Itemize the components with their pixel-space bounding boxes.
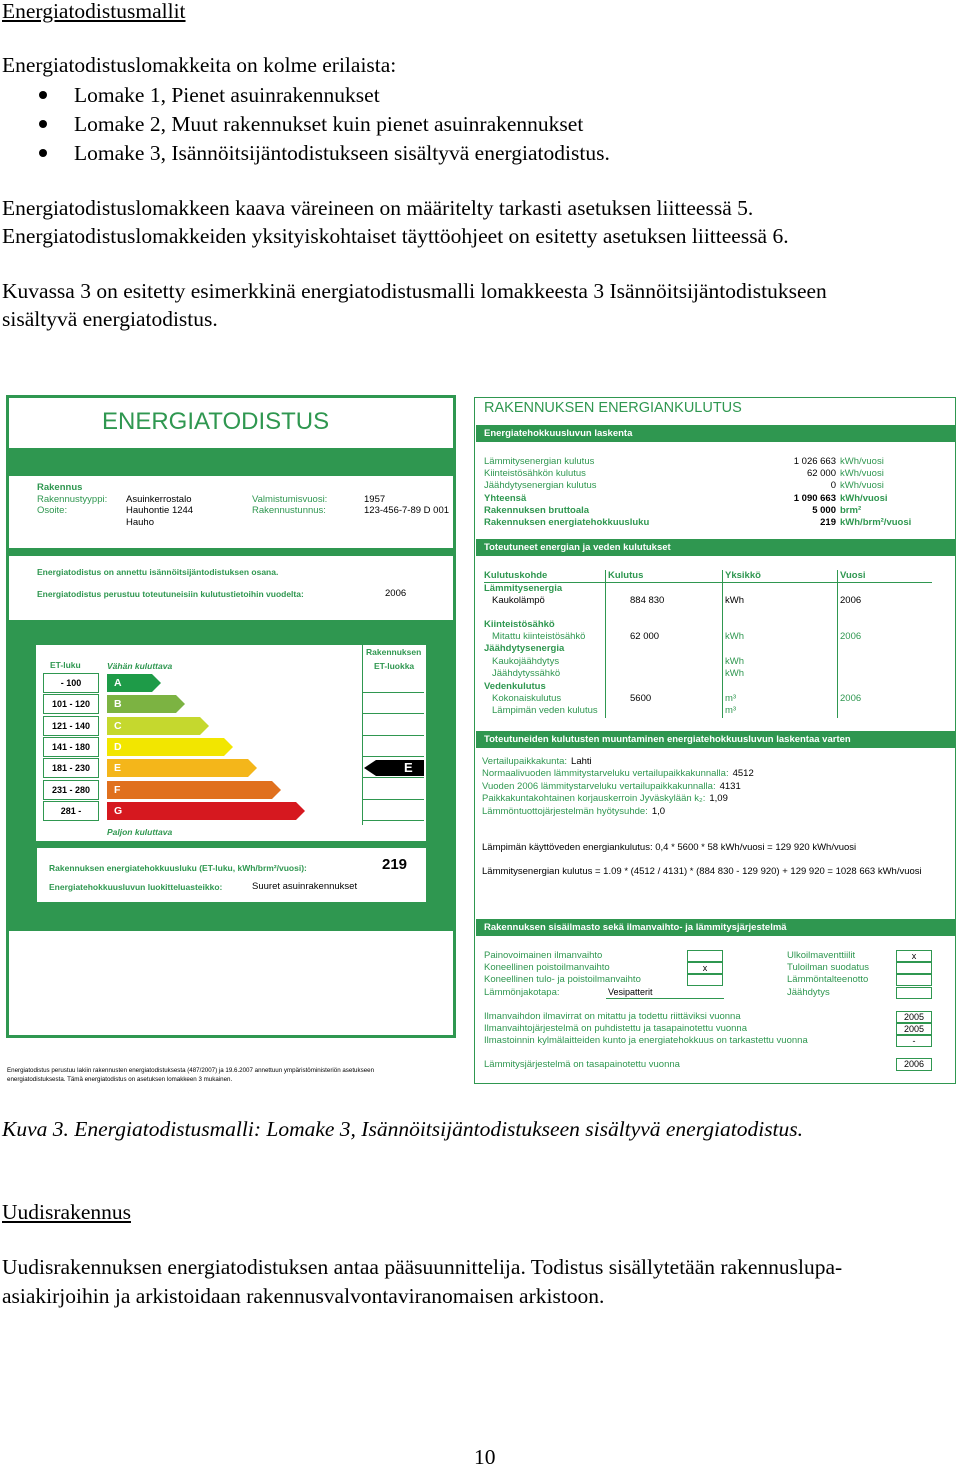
calc-row-unit: kWh/vuosi: [840, 492, 888, 504]
calc-row-label: Jäähdytysenergian kulutus: [484, 480, 597, 492]
class-letter: D: [114, 740, 122, 753]
consumption-label: Mitattu kiinteistösähkö: [492, 631, 586, 642]
normalization-line: [482, 768, 754, 780]
class-arrow: [107, 717, 211, 735]
year-value: 1957: [364, 494, 386, 505]
certificate-basis: Energiatodistus perustuu toteutuneisiin kulutustietoihin vuodelta:: [37, 589, 304, 599]
calc-row-value: 5 000: [812, 504, 836, 516]
building-class-arrow: [364, 759, 424, 777]
page-number: 10: [474, 1445, 496, 1469]
class-row-rule: [362, 799, 424, 800]
scale-footer-high: Paljon kuluttava: [107, 827, 173, 837]
consumption-value: 62 000: [630, 631, 660, 642]
address-label: Osoite:: [37, 505, 68, 516]
normalization-line: [482, 793, 728, 805]
class-range-cell: 101 - 120: [43, 694, 99, 714]
bullet-dot: [39, 91, 47, 99]
class-range-cell: 231 - 280: [43, 780, 99, 800]
calc-row-unit: brm²: [840, 504, 862, 516]
formula-heating: Lämmitysenergian kulutus = 1.09 * (4512 / 4131) * (884 830 - 129 920) + 129 920 = 1028 663 kWh/vuosi: [482, 866, 922, 877]
ventilation-mark: Vesipatterit: [608, 986, 653, 997]
building-id-label: Rakennustunnus:: [252, 505, 326, 516]
comparison-label: Energiatehokkuusluvun luokitteluasteikko:: [49, 882, 223, 892]
normalization-label: Vertailupaikkakunta:: [482, 756, 568, 767]
consumption-label: Kokonaiskulutus: [492, 693, 562, 704]
address-line: Hauho: [126, 517, 154, 528]
normalization-value: Lahti: [571, 756, 592, 767]
year-label: Valmistumisvuosi:: [252, 494, 328, 505]
ventilation-label: Lämmönjakotapa:: [484, 986, 560, 998]
maintenance-label: Ilmastoinnin kylmälaitteiden kunto ja energiatehokkuus on tarkastettu vuonna: [484, 1035, 808, 1047]
certificate-footnote: Energiatodistus perustuu lakiin rakennusten energiatodistuksesta (487/2007) ja 19.6.2007 annettuun ympäristöministeriön asetukseen: [7, 1067, 375, 1074]
col-header-unit: Yksikkö: [725, 570, 761, 581]
scale-header-et: ET-luku: [50, 660, 81, 670]
consumption-label: Kiinteistösähkö: [484, 619, 555, 630]
normalization-line: [482, 781, 741, 793]
building-type-label: Rakennustyyppi:: [37, 494, 108, 505]
class-row-rule: [362, 820, 424, 821]
basis-year: 2006: [385, 588, 407, 599]
column-divider: [837, 570, 838, 718]
ventilation-label: Koneellinen tulo- ja poistoilmanvaihto: [484, 974, 641, 986]
ventilation-label: Ulkoilmaventtiilit: [787, 950, 856, 961]
column-divider: [722, 570, 723, 718]
calc-row-label: Rakennuksen bruttoala: [484, 504, 590, 516]
calc-row-unit: kWh/vuosi: [840, 480, 884, 492]
calc-row-value: 62 000: [806, 468, 836, 480]
calc-row-value: 219: [820, 517, 836, 528]
address-line: Hauhontie 1244: [126, 505, 194, 516]
et-value-box: [37, 848, 426, 902]
certificate-footnote: energiatodistuksesta. Tämä energiatodistus on asetuksen lomakkeen 3 mukainen.: [7, 1076, 233, 1083]
scale-header-class: ET-luokka: [374, 661, 415, 671]
paragraph-line: Kuvassa 3 on esitetty esimerkkinä energiatodistusmalli lomakkeesta 3 Isännöitsijäntodistukseen: [2, 279, 827, 303]
col-header-target: Kulutuskohde: [484, 570, 548, 581]
normalization-label: Lämmöntuottojärjestelmän hyötysuhde:: [482, 805, 648, 817]
ventilation-mark: [687, 950, 723, 962]
consumption-year: 2006: [840, 631, 862, 642]
class-letter: E: [114, 762, 122, 775]
heading-energiatodistusmallit: Energiatodistusmallit: [2, 0, 186, 23]
ventilation-label: Koneellinen poistoilmanvaihto: [484, 962, 610, 974]
consumption-unit: m³: [725, 693, 737, 704]
class-letter: C: [114, 719, 122, 732]
class-letter: B: [114, 698, 122, 711]
certificate-title: ENERGIATODISTUS: [102, 408, 330, 435]
class-range-cell: 141 - 180: [43, 737, 99, 757]
class-arrow: [107, 781, 283, 799]
calc-row-value: 0: [830, 480, 836, 492]
normalization-label: Normaalivuoden lämmitystarveluku vertailupaikkakunnalla:: [482, 768, 729, 780]
consumption-title: RAKENNUKSEN ENERGIANKULUTUS: [484, 400, 742, 416]
consumption-value: 884 830: [630, 595, 665, 606]
comparison-value: Suuret asuinrakennukset: [252, 881, 358, 892]
consumption-label: Jäähdytyssähkö: [492, 668, 561, 679]
bullet-item: Lomake 1, Pienet asuinrakennukset: [74, 83, 380, 107]
building-type-value: Asuinkerrostalo: [126, 494, 192, 505]
calc-row-label: Kiinteistösähkön kulutus: [484, 468, 586, 480]
class-arrow: [107, 738, 235, 756]
class-letter: A: [114, 677, 122, 689]
normalize-bar: Toteutuneiden kulutusten muuntaminen energiatehokkuusluvun laskentaa varten: [476, 731, 955, 748]
balance-label: Lämmitysjärjestelmä on tasapainotettu vuonna: [484, 1059, 680, 1070]
normalization-value: 4131: [719, 780, 741, 792]
intro-text: Energiatodistuslomakkeita on kolme erilaista:: [2, 53, 397, 77]
normalization-value: 4512: [732, 768, 754, 780]
normalization-label: Paikkakuntakohtainen korjauskerroin Jyväskylään k₂:: [482, 793, 706, 805]
maintenance-label: Ilmanvaihdon ilmavirrat on mitattu ja todettu riittäviksi vuonna: [484, 1011, 741, 1022]
building-id-value: 123-456-7-89 D 001: [364, 505, 450, 516]
col-header-year: Vuosi: [840, 570, 866, 581]
class-row-rule: [362, 735, 424, 736]
calc-row-label: Lämmitysenergian kulutus: [484, 456, 595, 467]
calculation-bar: Energiatehokkuusluvun laskenta: [476, 425, 955, 442]
et-label: Rakennuksen energiatehokkuusluku (ET-luku, kWh/brm²/vuosi):: [49, 863, 307, 873]
figure-caption: Kuva 3. Energiatodistusmalli: Lomake 3, Isännöitsijäntodistukseen sisältyvä energiatodistus.: [2, 1117, 804, 1141]
normalization-value: 1,0: [651, 805, 666, 817]
heading-uudisrakennus: Uudisrakennus: [2, 1200, 131, 1224]
consumption-label: Kaukojäähdytys: [492, 656, 560, 667]
ventilation-label: Lämmöntalteenotto: [787, 974, 869, 986]
calc-row-value: 1 090 663: [793, 492, 836, 504]
consumption-label: Lämpimän veden kulutus: [492, 705, 598, 716]
paragraph-line: sisältyvä energiatodistus.: [2, 307, 218, 331]
ventilation-mark: x: [687, 962, 723, 974]
indoor-bar: Rakennuksen sisäilmasto sekä ilmanvaihto- ja lämmitysjärjestelmä: [476, 919, 955, 936]
formula-hot-water: Lämpimän käyttöveden energiankulutus: 0,4 * 5600 * 58 kWh/vuosi = 129 920 kWh/vuosi: [482, 842, 857, 853]
building-label: Rakennus: [37, 482, 83, 493]
maintenance-year: -: [896, 1035, 932, 1047]
bullet-item: Lomake 3, Isännöitsijäntodistukseen sisältyvä energiatodistus.: [74, 141, 610, 165]
consumption-year: 2006: [840, 693, 862, 704]
heating-type-rule: [606, 998, 724, 999]
normalization-label: Vuoden 2006 lämmitystarveluku vertailupaikkakunnalla:: [482, 780, 716, 792]
consumption-label: Vedenkulutus: [484, 681, 546, 692]
calc-row-label: Rakennuksen energiatehokkuusluku: [484, 517, 650, 528]
ventilation-mark: x: [896, 950, 932, 962]
ventilation-label: Jäähdytys: [787, 986, 830, 998]
consumption-unit: kWh: [725, 668, 744, 679]
bullet-dot: [39, 149, 47, 157]
consumption-unit: kWh: [725, 656, 744, 667]
maintenance-year: 2005: [896, 1011, 932, 1023]
class-column-divider: [362, 645, 363, 825]
consumption-unit: kWh: [725, 595, 744, 606]
et-value: 219: [382, 856, 408, 873]
class-arrow: [107, 802, 307, 820]
calc-row-unit: kWh/brm²/vuosi: [840, 517, 912, 528]
normalization-line: [482, 806, 665, 818]
certificate-note: Energiatodistus on annettu isännöitsijäntodistuksen osana.: [37, 567, 279, 577]
class-range-cell: 281 -: [43, 801, 99, 821]
normalization-line: [482, 756, 592, 768]
class-range-cell: 181 - 230: [43, 758, 99, 778]
class-range-cell: 121 - 140: [43, 716, 99, 736]
class-row-rule: [362, 777, 424, 778]
ventilation-mark: [896, 974, 932, 986]
class-row-rule: [362, 756, 424, 757]
col-header-consumption: Kulutus: [608, 570, 644, 581]
ventilation-mark: [896, 962, 932, 974]
bullet-item: Lomake 2, Muut rakennukset kuin pienet asuinrakennukset: [74, 112, 584, 136]
column-divider: [605, 570, 606, 718]
scale-header-low: Vähän kuluttava: [107, 661, 173, 671]
consumption-unit: kWh: [725, 631, 744, 642]
footer-white-area: [9, 931, 453, 1035]
consumption-label: Kaukolämpö: [492, 595, 545, 606]
class-letter: G: [114, 804, 123, 817]
consumption-bar: Toteutuneet energian ja veden kulutukset: [476, 539, 955, 556]
maintenance-year: 2005: [896, 1023, 932, 1035]
normalization-value: 1,09: [709, 793, 728, 805]
class-row-rule: [362, 713, 424, 714]
balance-year: 2006: [896, 1058, 932, 1071]
calc-row-label: Yhteensä: [484, 492, 527, 504]
scale-header-building: Rakennuksen: [366, 647, 422, 657]
class-arrow: [107, 759, 259, 777]
paragraph-line: asiakirjoihin ja arkistoidaan rakennusvalvontaviranomaisen arkistoon.: [2, 1284, 605, 1308]
ventilation-label: Painovoimainen ilmanvaihto: [484, 950, 603, 961]
calc-row-value: 1 026 663: [793, 456, 836, 467]
ventilation-mark: [896, 987, 932, 999]
consumption-label: Jäähdytysenergia: [484, 643, 565, 654]
ventilation-label: Tuloilman suodatus: [787, 962, 870, 974]
calc-row-unit: kWh/vuosi: [840, 468, 884, 480]
maintenance-label: Ilmanvaihtojärjestelmä on puhdistettu ja tasapainotettu vuonna: [484, 1023, 748, 1035]
paragraph-line: Uudisrakennuksen energiatodistuksen antaa pääsuunnittelija. Todistus sisällytetään rakennuslupa-: [2, 1255, 843, 1279]
consumption-year: 2006: [840, 595, 862, 606]
ventilation-mark: [687, 974, 723, 986]
class-row-rule: [362, 692, 424, 693]
consumption-label: Lämmitysenergia: [484, 583, 563, 594]
building-class-letter: E: [404, 760, 413, 775]
paragraph-line: Energiatodistuslomakkeen kaava väreineen on määritelty tarkasti asetuksen liitteessä 5.: [2, 196, 754, 220]
consumption-value: 5600: [630, 693, 652, 704]
calc-row-unit: kWh/vuosi: [840, 456, 884, 467]
paragraph-line: Energiatodistuslomakkeiden yksityiskohtaiset täyttöohjeet on esitetty asetuksen liitteessä 6.: [2, 224, 789, 248]
class-range-cell: - 100: [43, 673, 99, 693]
bullet-dot: [39, 120, 47, 128]
consumption-unit: m³: [725, 705, 737, 716]
class-letter: F: [114, 783, 121, 796]
